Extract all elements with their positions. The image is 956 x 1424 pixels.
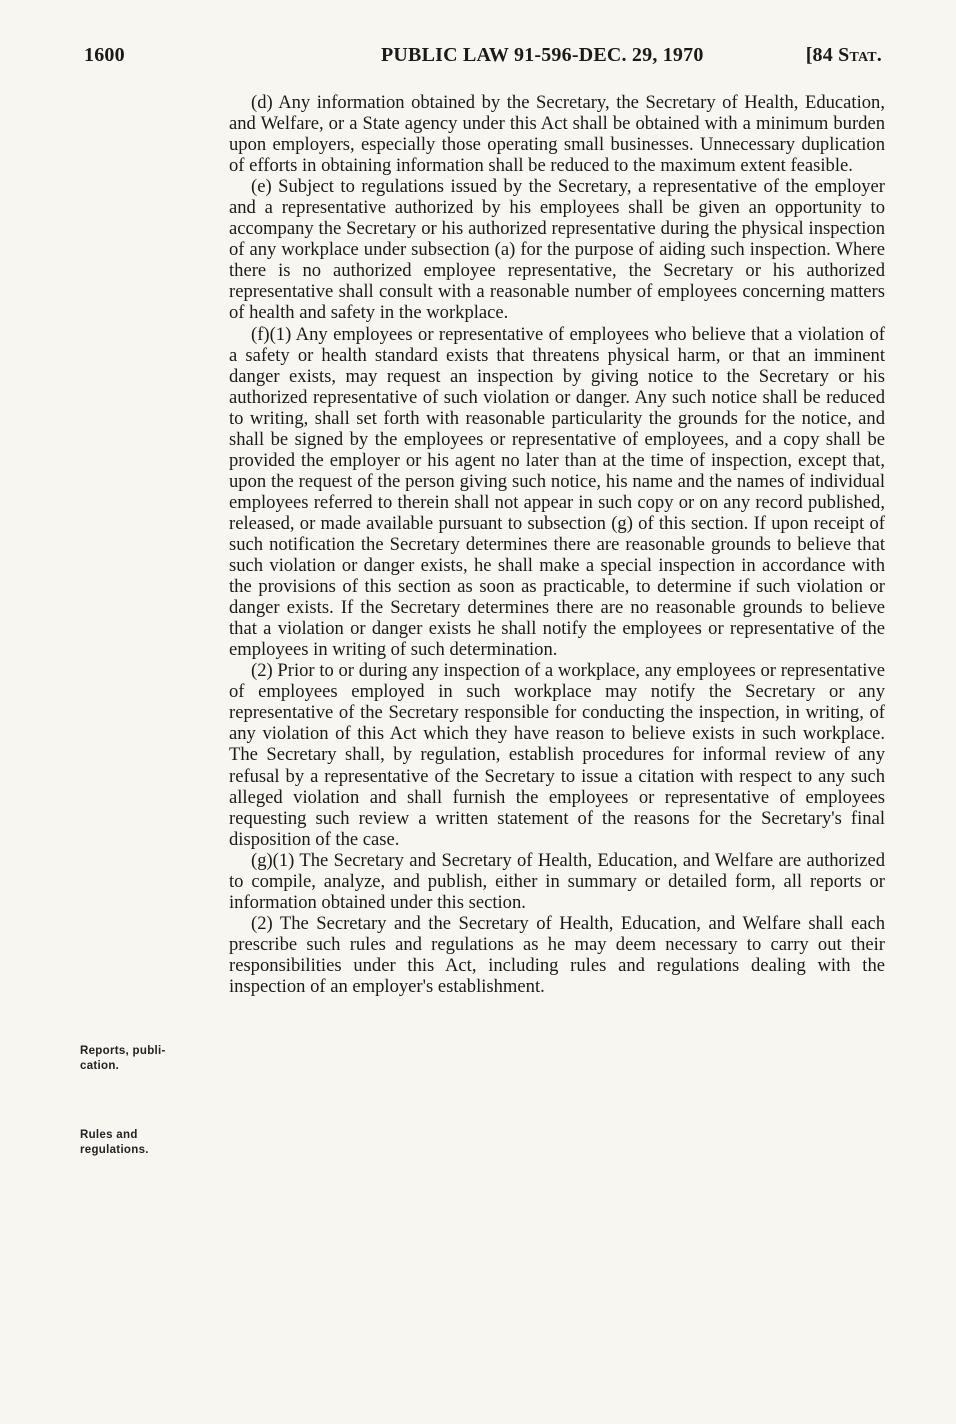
page-number: 1600	[84, 44, 125, 66]
paragraph-f1: (f)(1) Any employees or representative of employees who believe that a violation of a safety or health standard exists that threatens physical harm, or that an imminent danger exists, may request an inspection by giving notice to the Secretary or his authorized representative of such violation or danger. Any such notice shall be reduced to writing, shall set forth with reasonable particularity the grounds for the notice, and shall be signed by the employees or representative of employees, and a copy shall be provided the employer or his agent no later than at the time of inspection, except that, upon the request of the person giving such notice, his name and the names of individual employees referred to therein shall not appear in such copy or on any record published, released, or made available pursuant to subsection (g) of this section. If upon receipt of such notification the Secretary determines there are reasonable grounds to believe that such violation or danger exists, he shall make a special inspection in accordance with the provisions of this section as soon as practicable, to determine if such violation or danger exists. If the Secretary determines there are no reasonable grounds to believe that a violation or danger exists he shall notify the employees or representative of the employees in writing of such determination.	[229, 323, 885, 661]
paragraph-f2: (2) Prior to or during any inspection of a workplace, any employees or representative of employees employed in such workplace may notify the Secretary or any representative of the Secretary responsible for conducting the inspection, in writing, of any violation of this Act which they have reason to believe exists in such workplace. The Secretary shall, by regulation, establish procedures for informal review of any refusal by a representative of the Secretary to issue a citation with respect to any such alleged violation and shall furnish the employees or representative of employees requesting such review a written statement of the reasons for the Secretary's final disposition of the case.	[229, 660, 885, 850]
paragraph-d: (d) Any information obtained by the Secretary, the Secretary of Health, Education, and Welfare, or a State agency under this Act shall be obtained with a minimum burden upon employers, especially those operating small businesses. Unnecessary duplication of efforts in obtaining information shall be reduced to the maximum extent feasible.	[229, 92, 885, 177]
statute-volume: [84	[805, 44, 839, 66]
paragraph-e: (e) Subject to regulations issued by the Secretary, a representative of the employer and a representative authorized by his employees shall be given an opportunity to accompany the Secretary or his authorized representative during the physical inspection of any workplace under subsection (a) for the purpose of aiding such inspection. Where there is no authorized employee representative, the Secretary or his authorized representative shall consult with a reasonable number of employees concerning matters of health and safety in the workplace.	[229, 176, 885, 324]
margin-note-rules: Rules and regulations.	[80, 1129, 149, 1156]
running-head: PUBLIC LAW 91-596-DEC. 29, 1970	[381, 44, 704, 66]
paragraph-g2: (2) The Secretary and the Secretary of Health, Education, and Welfare shall each prescribe such rules and regulations as he may deem necessary to carry out their responsibilities under this Act, including rules and regulations dealing with the inspection of an employer's establishment.	[229, 912, 885, 997]
statute-reference	[806, 44, 882, 67]
margin-note-reports: Reports, publication.	[80, 1045, 166, 1072]
paragraph-g1: (g)(1) The Secretary and Secretary of Health, Education, and Welfare are authorized to compile, analyze, and publish, either in summary or detailed form, all reports or information obtained under this section.	[229, 849, 885, 913]
body-text	[229, 92, 885, 997]
statute-abbrev: Stat.	[838, 44, 882, 66]
